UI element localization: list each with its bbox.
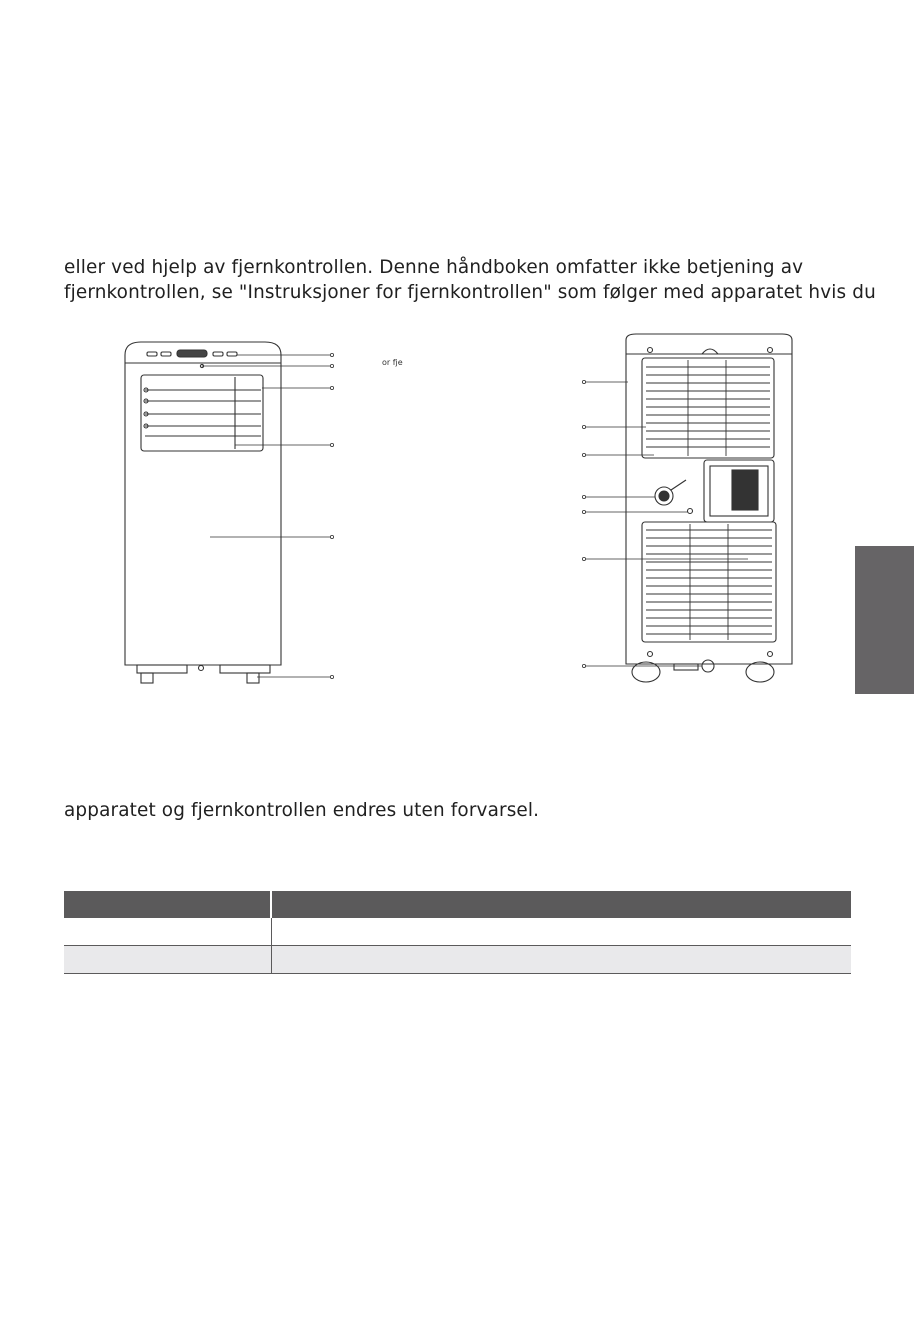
table-row bbox=[64, 946, 851, 974]
table-cell bbox=[64, 946, 271, 974]
body-text-line-3: apparatet og fjernkontrollen endres uten forvarsel. bbox=[64, 800, 540, 821]
table-cell bbox=[271, 918, 851, 946]
table-row bbox=[64, 918, 851, 946]
table-cell bbox=[271, 946, 851, 974]
table-cell bbox=[64, 918, 271, 946]
table-header-row bbox=[64, 891, 851, 918]
front-view-illustration bbox=[115, 335, 345, 690]
side-section-tab bbox=[855, 546, 914, 694]
spec-table bbox=[64, 891, 851, 974]
body-text-line-2: fjernkontrollen, se "Instruksjoner for fjernkontrollen" som følger med apparatet hvis du bbox=[64, 282, 876, 303]
body-text-line-1: eller ved hjelp av fjernkontrollen. Denne håndboken omfatter ikke betjening av bbox=[64, 257, 804, 278]
rear-view-illustration bbox=[578, 330, 810, 692]
table-header-cell bbox=[64, 891, 271, 918]
table-header-cell bbox=[271, 891, 851, 918]
figure-label-fragment: or fje bbox=[382, 358, 403, 367]
